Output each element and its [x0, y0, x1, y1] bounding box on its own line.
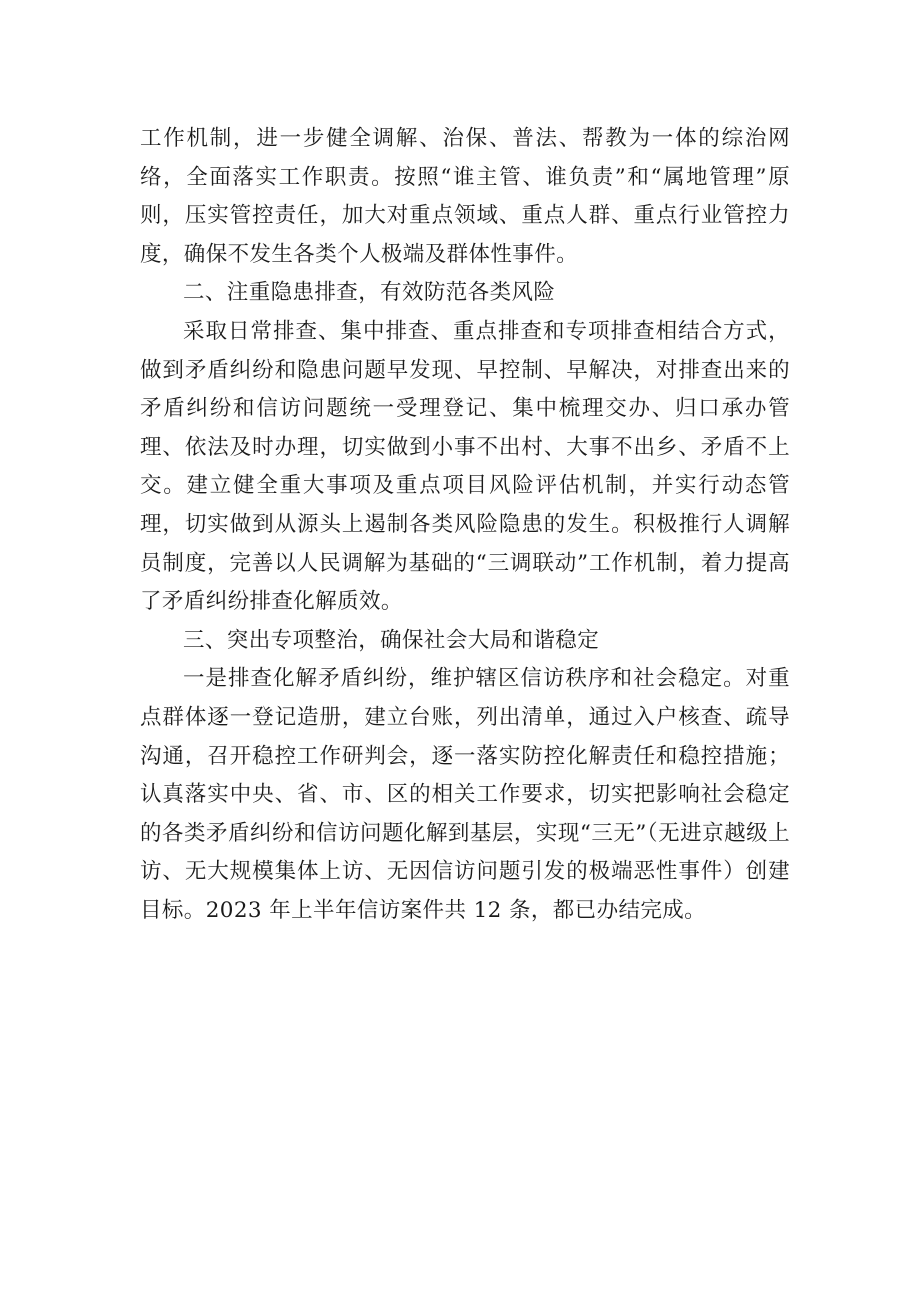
paragraph-risk-screening: 采取日常排查、集中排查、重点排查和专项排查相结合方式，做到矛盾纠纷和隐患问题早发现、早控制、早解决，对排查出来的矛盾纠纷和信访问题统一受理登记、集中梳理交办、归口承办管理、依法及时办理，切实做到小事不出村、大事不出乡、矛盾不上交。建立健全重大事项及重点项目风险评估机制，并实行动态管理，切实做到从源头上遏制各类风险隐患的发生。积极推行人调解员制度，完善以人民调解为基础的“三调联动”工作机制，着力提高了矛盾纠纷排查化解质效。 — [140, 318, 790, 615]
section-heading-two: 二、注重隐患排查，有效防范各类风险 — [183, 280, 556, 306]
paragraph-continuation: 工作机制，进一步健全调解、治保、普法、帮教为一体的综治网络，全面落实工作职责。按照“谁主管、谁负责”和“属地管理”原则，压实管控责任，加大对重点领域、重点人群、重点行业管控力度，确保不发生各类个人极端及群体性事件。 — [140, 126, 790, 267]
section-heading-three: 三、突出专项整治，确保社会大局和谐稳定 — [183, 627, 600, 653]
document-body — [140, 120, 790, 930]
paragraph-dispute-resolution: 一是排查化解矛盾纠纷，维护辖区信访秩序和社会稳定。对重点群体逐一登记造册，建立台账，列出清单，通过入户核查、疏导沟通，召开稳控工作研判会，逐一落实防控化解责任和稳控措施；认真落实中央、省、市、区的相关工作要求，切实把影响社会稳定的各类矛盾纠纷和信访问题化解到基层，实现“三无”（无进京越级上访、无大规模集体上访、无因信访问题引发的极端恶性事件）创建目标。2023 年上半年信访案件共 12 条，都已办结完成。 — [140, 666, 790, 923]
